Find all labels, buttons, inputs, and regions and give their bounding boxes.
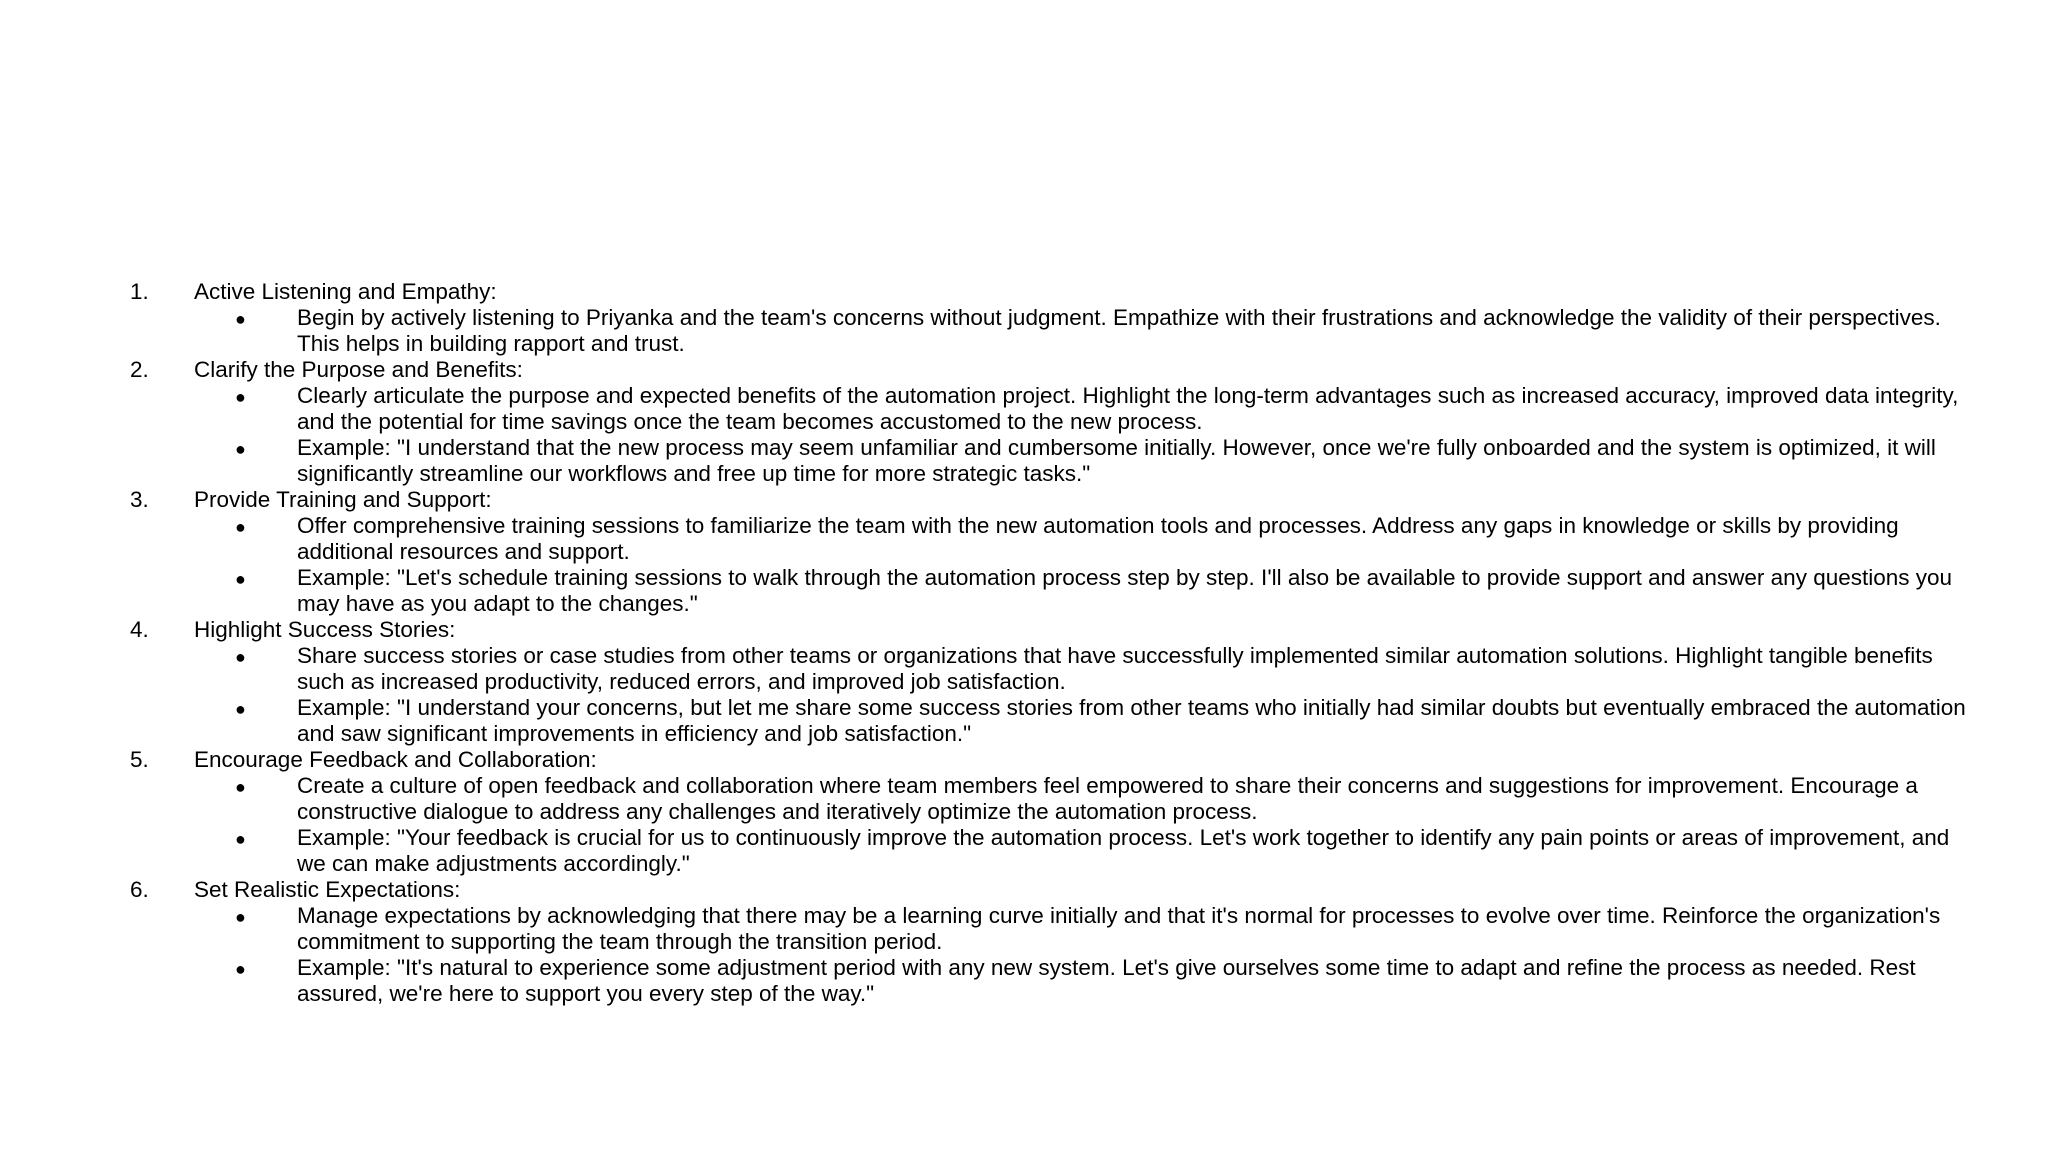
bullet-text: Share success stories or case studies from other teams or organizations that have successfully implemented similar automation solutions. Highlight tangible benefits such as increased productivity, reduced errors, and improved job satisfaction. xyxy=(297,643,1933,694)
item-title: Highlight Success Stories: xyxy=(194,617,456,642)
bullet-icon: ● xyxy=(235,699,246,719)
bullet-item xyxy=(130,565,1970,617)
list-item-heading xyxy=(130,617,1970,643)
bullet-item xyxy=(130,825,1970,877)
bullet-list xyxy=(130,383,1970,487)
item-number: 6. xyxy=(130,877,149,902)
bullet-text: Example: "Your feedback is crucial for us to continuously improve the automation process. Let's work together to identify any pain points or areas of improvement, and we can make adjustments accordingly." xyxy=(297,825,1950,876)
numbered-list xyxy=(130,279,1970,1007)
bullet-icon: ● xyxy=(235,569,246,589)
list-item xyxy=(130,877,1970,1007)
list-item-heading xyxy=(130,747,1970,773)
bullet-icon: ● xyxy=(235,777,246,797)
bullet-icon: ● xyxy=(235,309,246,329)
item-title: Clarify the Purpose and Benefits: xyxy=(194,357,523,382)
bullet-list xyxy=(130,643,1970,747)
bullet-item xyxy=(130,903,1970,955)
bullet-text: Create a culture of open feedback and collaboration where team members feel empowered to share their concerns and suggestions for improvement. Encourage a constructive dialogue to address any challenges and iteratively optimize the automation process. xyxy=(297,773,1918,824)
list-item xyxy=(130,747,1970,877)
bullet-item xyxy=(130,643,1970,695)
list-item-heading xyxy=(130,357,1970,383)
list-item xyxy=(130,487,1970,617)
bullet-list xyxy=(130,903,1970,1007)
item-number: 5. xyxy=(130,747,149,772)
list-item-heading xyxy=(130,877,1970,903)
bullet-list xyxy=(130,513,1970,617)
item-title: Active Listening and Empathy: xyxy=(194,279,497,304)
bullet-item xyxy=(130,955,1970,1007)
item-number: 1. xyxy=(130,279,149,304)
bullet-text: Manage expectations by acknowledging that there may be a learning curve initially and that it's normal for processes to evolve over time. Reinforce the organization's commitment to supporting the team through the transition period. xyxy=(297,903,1941,954)
bullet-item xyxy=(130,305,1970,357)
bullet-list xyxy=(130,305,1970,357)
list-item xyxy=(130,357,1970,487)
list-item-heading xyxy=(130,487,1970,513)
bullet-item xyxy=(130,695,1970,747)
list-item xyxy=(130,279,1970,357)
bullet-text: Example: "I understand that the new process may seem unfamiliar and cumbersome initially. However, once we're fully onboarded and the system is optimized, it will significantly streamline our workflows and free up time for more strategic tasks." xyxy=(297,435,1936,486)
item-number: 2. xyxy=(130,357,149,382)
bullet-text: Clearly articulate the purpose and expected benefits of the automation project. Highlight the long-term advantages such as increased accuracy, improved data integrity, and the potential for time savings once the team becomes accustomed to the new process. xyxy=(297,383,1959,434)
bullet-item xyxy=(130,435,1970,487)
bullet-icon: ● xyxy=(235,647,246,667)
bullet-text: Example: "I understand your concerns, but let me share some success stories from other teams who initially had similar doubts but eventually embraced the automation and saw significant improvements in efficiency and job satisfaction." xyxy=(297,695,1966,746)
bullet-icon: ● xyxy=(235,387,246,407)
bullet-icon: ● xyxy=(235,439,246,459)
item-number: 3. xyxy=(130,487,149,512)
bullet-text: Example: "Let's schedule training sessions to walk through the automation process step by step. I'll also be available to provide support and answer any questions you may have as you adapt to the changes." xyxy=(297,565,1953,616)
bullet-text: Begin by actively listening to Priyanka and the team's concerns without judgment. Empathize with their frustrations and acknowledge the validity of their perspectives. This helps in building rapport and trust. xyxy=(297,305,1941,356)
bullet-item xyxy=(130,773,1970,825)
bullet-text: Offer comprehensive training sessions to familiarize the team with the new automation tools and processes. Address any gaps in knowledge or skills by providing additional resources and support. xyxy=(297,513,1899,564)
bullet-text: Example: "It's natural to experience some adjustment period with any new system. Let's give ourselves some time to adapt and refine the process as needed. Rest assured, we're here to support you every step of the way." xyxy=(297,955,1916,1006)
bullet-item xyxy=(130,513,1970,565)
bullet-icon: ● xyxy=(235,829,246,849)
bullet-icon: ● xyxy=(235,959,246,979)
item-title: Provide Training and Support: xyxy=(194,487,492,512)
item-number: 4. xyxy=(130,617,149,642)
bullet-list xyxy=(130,773,1970,877)
item-title: Set Realistic Expectations: xyxy=(194,877,461,902)
list-item xyxy=(130,617,1970,747)
item-title: Encourage Feedback and Collaboration: xyxy=(194,747,597,772)
list-item-heading xyxy=(130,279,1970,305)
bullet-item xyxy=(130,383,1970,435)
bullet-icon: ● xyxy=(235,907,246,927)
bullet-icon: ● xyxy=(235,517,246,537)
